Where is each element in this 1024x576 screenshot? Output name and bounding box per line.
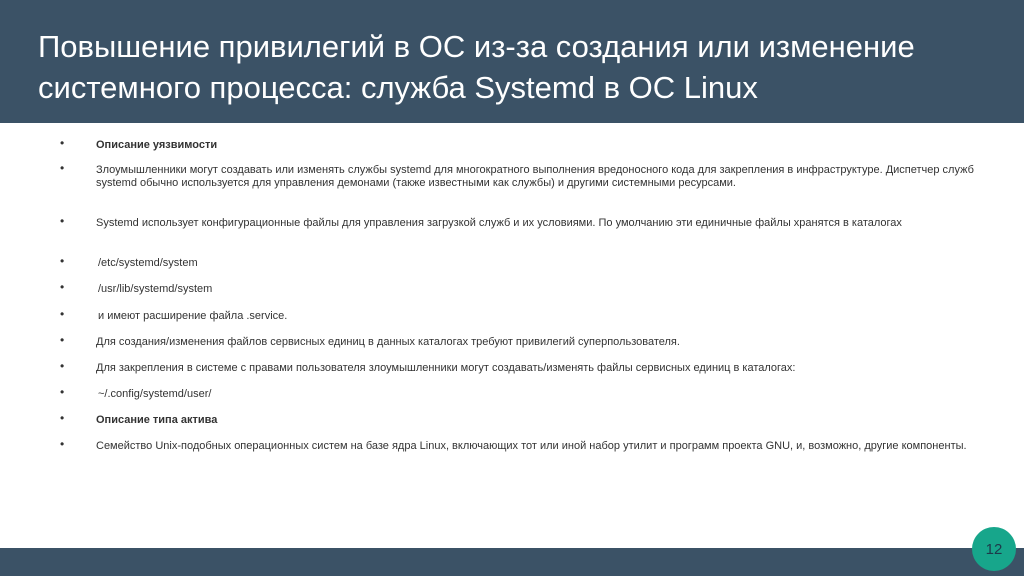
list-item: Для закрепления в системе с правами пользователя злоумышленники могут создавать/изменять файлы сервисных единиц в каталогах: <box>96 362 796 374</box>
list-item: Systemd использует конфигурационные файлы для управления загрузкой служб и их условиями. По умолчанию эти единичные файлы хранятся в каталогах <box>96 217 902 229</box>
list-item: Семейство Unix-подобных операционных систем на базе ядра Linux, включающих тот или иной набор утилит и программ проекта GNU, и, возможно, другие компоненты. <box>96 440 967 452</box>
page-number: 12 <box>985 540 1003 558</box>
bullet-icon: • <box>60 385 65 399</box>
list-item: Описание уязвимости <box>96 139 218 151</box>
bullet-icon: • <box>60 161 65 175</box>
list-item: Для создания/изменения файлов сервисных единиц в данных каталогах требуют привилегий суперпользователя. <box>96 336 680 348</box>
list-item: Описание типа актива <box>96 414 218 426</box>
list-item: ~/.config/systemd/user/ <box>98 388 212 400</box>
list-item: /etc/systemd/system <box>98 257 198 269</box>
bullet-icon: • <box>60 437 65 451</box>
bullet-icon: • <box>60 333 65 347</box>
bullet-icon: • <box>60 254 65 268</box>
slide-header <box>0 0 1024 123</box>
slide-footer <box>0 548 1024 576</box>
list-item: и имеют расширение файла .service. <box>98 310 288 322</box>
bullet-icon: • <box>60 136 65 150</box>
bullet-icon: • <box>60 214 65 228</box>
bullet-icon: • <box>60 307 65 321</box>
list-item: Злоумышленники могут создавать или изменять службы systemd для многократного выполнения вредоносного кода для закрепления в инфраструктуре. Диспетчер служб systemd обычно используется для управления демонами (также известными как службы) и другими системными ресурсами. <box>96 164 974 189</box>
bullet-icon: • <box>60 411 65 425</box>
bullet-icon: • <box>60 359 65 373</box>
slide-title: Повышение привилегий в ОС из-за создания или изменение системного процесса: служба Systemd в ОС Linux <box>38 29 915 105</box>
bullet-icon: • <box>60 280 65 294</box>
page-number-badge <box>972 527 1016 571</box>
slide-content <box>0 123 1024 548</box>
list-item: /usr/lib/systemd/system <box>98 283 213 295</box>
